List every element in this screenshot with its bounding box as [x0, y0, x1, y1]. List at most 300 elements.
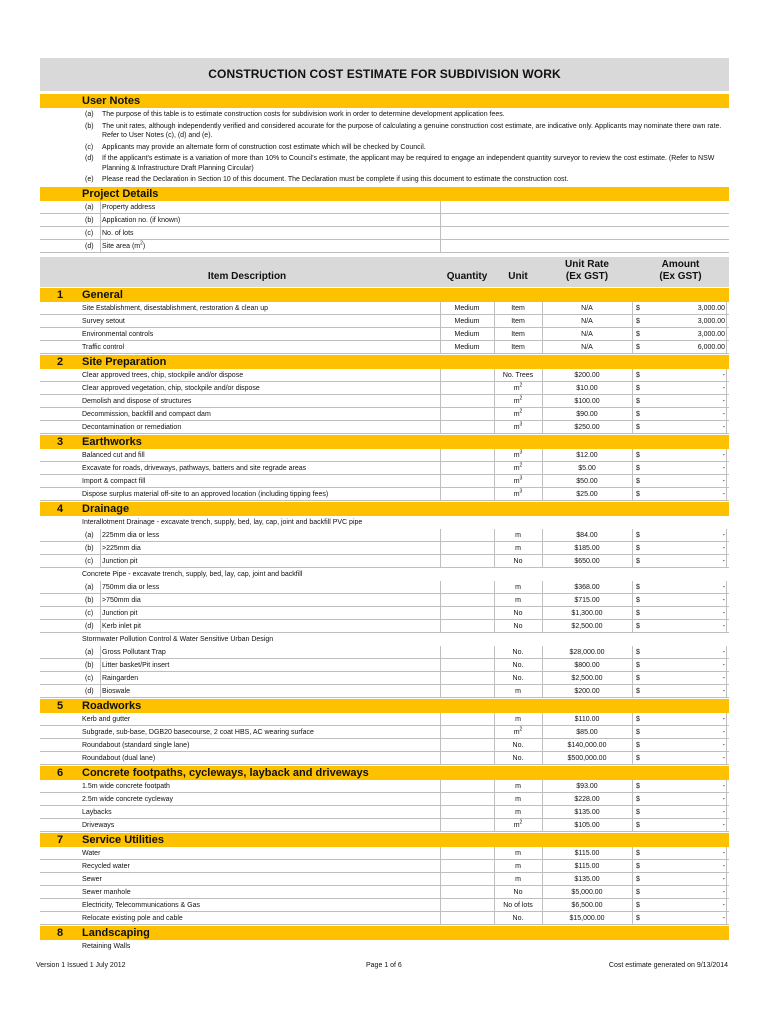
row-amount: -	[722, 782, 725, 790]
superscript: 2	[519, 726, 523, 733]
cell-divider	[632, 886, 633, 898]
row-unit-text: No. Trees	[502, 371, 534, 379]
table-row[interactable]	[40, 421, 729, 434]
cell-divider	[542, 739, 543, 751]
table-row[interactable]	[40, 581, 729, 594]
row-unit-text: m	[515, 808, 521, 816]
cell-divider	[494, 912, 495, 924]
row-amount: -	[722, 754, 725, 762]
row-unit	[494, 713, 542, 726]
table-row[interactable]	[40, 408, 729, 421]
table-row[interactable]	[40, 899, 729, 912]
cell-divider	[100, 672, 101, 684]
row-currency: $	[636, 451, 640, 459]
cell-divider	[726, 449, 727, 461]
cell-divider	[726, 421, 727, 433]
row-currency: $	[636, 622, 640, 630]
row-currency: $	[636, 715, 640, 723]
cell-divider	[632, 685, 633, 697]
row-currency: $	[636, 317, 640, 325]
cell-divider	[440, 475, 441, 487]
cell-divider	[494, 475, 495, 487]
cell-divider	[632, 646, 633, 658]
table-row[interactable]	[40, 607, 729, 620]
row-amount: -	[722, 901, 725, 909]
cell-divider	[542, 488, 543, 500]
row-currency: $	[636, 423, 640, 431]
cell-divider	[440, 302, 441, 314]
project-detail-label-suffix: )	[142, 242, 146, 250]
table-row[interactable]	[40, 475, 729, 488]
cell-divider	[440, 227, 441, 239]
cell-divider	[440, 806, 441, 818]
row-unit-rate: $5.00	[578, 464, 596, 472]
section-number: 8	[56, 926, 64, 939]
cell-divider	[632, 780, 633, 792]
row-quantity[interactable]: Medium	[454, 343, 480, 351]
row-currency: $	[636, 782, 640, 790]
project-detail-row[interactable]	[40, 201, 729, 214]
row-unit-text: m	[515, 875, 521, 883]
cell-divider	[494, 382, 495, 394]
row-amount: -	[722, 397, 725, 405]
table-row[interactable]	[40, 382, 729, 395]
row-unit	[494, 581, 542, 594]
table-row[interactable]	[40, 449, 729, 462]
cell-divider	[632, 713, 633, 725]
row-amount: -	[722, 464, 725, 472]
row-unit	[494, 462, 542, 475]
cell-divider	[542, 475, 543, 487]
cell-divider	[726, 847, 727, 859]
table-row[interactable]	[40, 594, 729, 607]
row-unit-rate: N/A	[581, 317, 593, 325]
row-unit	[494, 672, 542, 685]
table-row[interactable]	[40, 462, 729, 475]
cell-divider	[632, 302, 633, 314]
header-amount: Amount	[661, 258, 700, 270]
cell-divider	[726, 607, 727, 619]
row-unit	[494, 620, 542, 633]
cell-divider	[632, 529, 633, 541]
table-row[interactable]	[40, 341, 729, 354]
row-description: Junction pit	[102, 557, 138, 565]
table-row[interactable]	[40, 620, 729, 633]
row-tag: (b)	[85, 596, 94, 604]
table-row[interactable]	[40, 819, 729, 832]
cell-divider	[100, 555, 101, 567]
cell-divider	[726, 315, 727, 327]
project-detail-label	[102, 227, 482, 240]
cell-divider	[542, 912, 543, 924]
row-description: >750mm dia	[102, 596, 141, 604]
cell-divider	[100, 620, 101, 632]
cell-divider	[632, 912, 633, 924]
cell-divider	[494, 780, 495, 792]
section-label: Drainage	[82, 502, 130, 515]
cell-divider	[632, 328, 633, 340]
cell-divider	[440, 421, 441, 433]
group-title: Concrete Pipe - excavate trench, supply, bed, lay, cap, joint and backfill	[82, 570, 303, 578]
cell-divider	[494, 328, 495, 340]
cell-divider	[542, 752, 543, 764]
row-unit	[494, 899, 542, 912]
cell-divider	[726, 302, 727, 314]
row-currency: $	[636, 661, 640, 669]
cell-divider	[632, 395, 633, 407]
row-unit-rate: $1,300.00	[571, 609, 603, 617]
superscript: 3	[519, 421, 523, 428]
table-row[interactable]	[40, 488, 729, 501]
row-quantity[interactable]: Medium	[454, 317, 480, 325]
cell-divider	[494, 408, 495, 420]
row-unit-rate: $6,500.00	[571, 901, 603, 909]
cell-divider	[494, 726, 495, 738]
cell-divider	[726, 620, 727, 632]
cell-divider	[726, 713, 727, 725]
table-row[interactable]	[40, 685, 729, 698]
cell-divider	[440, 752, 441, 764]
row-unit	[494, 886, 542, 899]
cell-divider	[494, 860, 495, 872]
table-row[interactable]	[40, 739, 729, 752]
row-unit-text: Item	[511, 330, 525, 338]
row-amount: 6,000.00	[697, 343, 725, 351]
cell-divider	[494, 672, 495, 684]
project-detail-label	[102, 240, 482, 253]
row-amount: -	[722, 557, 725, 565]
cell-divider	[440, 201, 441, 213]
row-currency: $	[636, 330, 640, 338]
table-row[interactable]	[40, 646, 729, 659]
row-unit-text: No.	[512, 674, 524, 682]
section-label: Service Utilities	[82, 833, 164, 846]
section-label: Earthworks	[82, 435, 142, 448]
row-description: Litter basket/Pit insert	[102, 661, 170, 669]
row-tag: (c)	[85, 674, 94, 682]
row-unit	[494, 421, 542, 434]
cell-divider	[440, 793, 441, 805]
superscript: 3	[519, 449, 523, 456]
row-currency: $	[636, 914, 640, 922]
row-description: 750mm dia or less	[102, 583, 160, 591]
cell-divider	[632, 315, 633, 327]
cell-divider	[494, 449, 495, 461]
row-unit	[494, 369, 542, 382]
cell-divider	[726, 806, 727, 818]
row-unit	[494, 395, 542, 408]
row-unit-rate: N/A	[581, 343, 593, 351]
cell-divider	[494, 421, 495, 433]
cell-divider	[100, 227, 101, 239]
row-currency: $	[636, 531, 640, 539]
row-description: Dispose surplus material off-site to an approved location (including tipping fees)	[82, 490, 329, 498]
row-description: Environmental controls	[82, 330, 154, 338]
table-row[interactable]	[40, 713, 729, 726]
cell-divider	[440, 408, 441, 420]
superscript: 2	[519, 819, 523, 826]
row-description: Clear approved vegetation, chip, stockpile and/or dispose	[82, 384, 260, 392]
row-amount: -	[722, 728, 725, 736]
cell-divider	[440, 685, 441, 697]
project-detail-tag: (d)	[85, 242, 94, 250]
row-unit-text: Item	[511, 317, 525, 325]
cell-divider	[726, 369, 727, 381]
cell-divider	[542, 408, 543, 420]
row-description: Sewer manhole	[82, 888, 131, 896]
cell-divider	[494, 713, 495, 725]
row-description: Raingarden	[102, 674, 139, 682]
cell-divider	[440, 860, 441, 872]
table-row[interactable]	[40, 752, 729, 765]
row-unit-text: m	[515, 849, 521, 857]
section-number: 6	[56, 766, 64, 779]
row-description: Roundabout (dual lane)	[82, 754, 156, 762]
row-currency: $	[636, 795, 640, 803]
table-row[interactable]	[40, 328, 729, 341]
cell-divider	[440, 462, 441, 474]
row-unit-text: m	[513, 451, 520, 459]
row-unit	[494, 659, 542, 672]
cell-divider	[726, 328, 727, 340]
row-unit-rate: $50.00	[576, 477, 598, 485]
section-number: 7	[56, 833, 64, 846]
section-number: 1	[56, 288, 64, 301]
table-row[interactable]	[40, 806, 729, 819]
row-unit	[494, 542, 542, 555]
cell-divider	[542, 529, 543, 541]
user-note-text: Applicants may provide an alternate form of construction cost estimate which will be checked by Council.	[102, 143, 426, 151]
project-detail-row[interactable]	[40, 214, 729, 227]
table-row[interactable]	[40, 659, 729, 672]
cell-divider	[632, 488, 633, 500]
cell-divider	[494, 315, 495, 327]
table-row[interactable]	[40, 395, 729, 408]
row-unit-rate: $135.00	[574, 808, 600, 816]
cell-divider	[440, 899, 441, 911]
row-description: Clear approved trees, chip, stockpile and/or dispose	[82, 371, 244, 379]
cell-divider	[440, 713, 441, 725]
table-row[interactable]	[40, 912, 729, 925]
row-amount: -	[722, 384, 725, 392]
row-unit	[494, 408, 542, 421]
row-unit-rate: $28,000.00	[569, 648, 605, 656]
row-tag: (b)	[85, 661, 94, 669]
cell-divider	[632, 620, 633, 632]
user-note	[40, 122, 729, 141]
row-amount: -	[722, 423, 725, 431]
row-amount: 3,000.00	[697, 317, 725, 325]
cell-divider	[542, 860, 543, 872]
cell-divider	[440, 341, 441, 353]
row-currency: $	[636, 754, 640, 762]
cell-divider	[440, 581, 441, 593]
cell-divider	[726, 462, 727, 474]
row-amount: -	[722, 531, 725, 539]
row-unit-text: m	[515, 782, 521, 790]
cell-divider	[726, 793, 727, 805]
row-currency: $	[636, 808, 640, 816]
cell-divider	[494, 873, 495, 885]
row-description: Site Establishment, disestablishment, restoration & clean up	[82, 304, 268, 312]
row-unit-text: m	[515, 544, 521, 552]
cell-divider	[726, 408, 727, 420]
row-unit-rate: N/A	[581, 304, 593, 312]
row-unit	[494, 912, 542, 925]
row-unit-rate: $90.00	[576, 410, 598, 418]
table-row[interactable]	[40, 860, 729, 873]
cell-divider	[494, 488, 495, 500]
cell-divider	[100, 607, 101, 619]
row-unit-rate: $715.00	[574, 596, 600, 604]
cell-divider	[494, 369, 495, 381]
project-details-heading: Project Details	[82, 187, 159, 200]
row-unit-text: m	[513, 397, 520, 405]
table-row[interactable]	[40, 369, 729, 382]
row-unit	[494, 529, 542, 542]
row-unit-text: No of lots	[503, 901, 533, 909]
row-description: Sewer	[82, 875, 102, 883]
row-currency: $	[636, 544, 640, 552]
table-row[interactable]	[40, 542, 729, 555]
cell-divider	[440, 369, 441, 381]
cell-divider	[726, 739, 727, 751]
row-description: Decommission, backfill and compact dam	[82, 410, 211, 418]
row-description: Relocate existing pole and cable	[82, 914, 183, 922]
table-row[interactable]	[40, 780, 729, 793]
row-unit-text: m	[515, 687, 521, 695]
cell-divider	[726, 594, 727, 606]
row-unit	[494, 488, 542, 501]
table-row[interactable]	[40, 886, 729, 899]
row-amount: -	[722, 622, 725, 630]
row-unit-text: No	[513, 609, 523, 617]
project-detail-row[interactable]	[40, 227, 729, 240]
row-currency: $	[636, 901, 640, 909]
user-note	[40, 110, 729, 120]
cell-divider	[100, 214, 101, 226]
cell-divider	[542, 302, 543, 314]
cell-divider	[542, 713, 543, 725]
row-description: Junction pit	[102, 609, 138, 617]
cell-divider	[100, 529, 101, 541]
user-note-text: The purpose of this table is to estimate construction costs for subdivision work in order to determine development application fees.	[102, 111, 505, 118]
table-row[interactable]	[40, 302, 729, 315]
cell-divider	[726, 395, 727, 407]
row-description: 225mm dia or less	[102, 531, 160, 539]
table-row[interactable]	[40, 672, 729, 685]
row-unit-rate: $200.00	[574, 371, 600, 379]
section-user-notes	[40, 94, 729, 108]
project-detail-row[interactable]	[40, 240, 729, 253]
row-unit	[494, 594, 542, 607]
cell-divider	[542, 780, 543, 792]
row-unit-text: m	[515, 862, 521, 870]
cell-divider	[542, 421, 543, 433]
cell-divider	[632, 594, 633, 606]
cell-divider	[726, 382, 727, 394]
cell-divider	[542, 620, 543, 632]
row-unit-text: m	[513, 410, 520, 418]
table-row[interactable]	[40, 315, 729, 328]
row-currency: $	[636, 821, 640, 829]
row-description: Balanced cut and fill	[82, 451, 145, 459]
row-quantity[interactable]: Medium	[454, 330, 480, 338]
row-unit-rate: $650.00	[574, 557, 600, 565]
cell-divider	[440, 542, 441, 554]
cell-divider	[440, 780, 441, 792]
table-row[interactable]	[40, 793, 729, 806]
cell-divider	[542, 555, 543, 567]
row-unit-rate: $2,500.00	[571, 622, 603, 630]
row-unit	[494, 685, 542, 698]
row-amount: -	[722, 888, 725, 896]
row-unit	[494, 646, 542, 659]
section-heading	[40, 502, 729, 516]
table-row[interactable]	[40, 726, 729, 739]
row-description: Kerb inlet pit	[102, 622, 141, 630]
cell-divider	[542, 542, 543, 554]
cell-divider	[100, 240, 101, 252]
cell-divider	[440, 395, 441, 407]
row-unit-text: m	[515, 715, 521, 723]
superscript: 2	[519, 408, 523, 415]
row-amount: -	[722, 583, 725, 591]
table-row[interactable]	[40, 529, 729, 542]
section-heading	[40, 355, 729, 369]
cell-divider	[440, 646, 441, 658]
row-amount: -	[722, 741, 725, 749]
user-note-tag: (d)	[85, 155, 94, 162]
row-unit-text: Item	[511, 343, 525, 351]
table-row[interactable]	[40, 873, 729, 886]
table-header	[40, 257, 729, 287]
row-currency: $	[636, 343, 640, 351]
row-quantity[interactable]: Medium	[454, 304, 480, 312]
row-unit	[494, 739, 542, 752]
row-unit-text: m	[513, 384, 520, 392]
row-unit-text: No	[513, 888, 523, 896]
cell-divider	[440, 672, 441, 684]
table-row[interactable]	[40, 847, 729, 860]
row-currency: $	[636, 490, 640, 498]
row-unit-text: m	[515, 583, 521, 591]
footer-generated-date: Cost estimate generated on 9/13/2014	[608, 962, 728, 969]
project-detail-tag: (c)	[85, 229, 94, 237]
table-row[interactable]	[40, 555, 729, 568]
row-unit-rate: $10.00	[576, 384, 598, 392]
cell-divider	[542, 341, 543, 353]
cell-divider	[440, 912, 441, 924]
cell-divider	[494, 395, 495, 407]
cell-divider	[542, 819, 543, 831]
cell-divider	[632, 806, 633, 818]
row-unit	[494, 475, 542, 488]
row-unit-rate: $135.00	[574, 875, 600, 883]
project-detail-label-text: Property address	[102, 203, 156, 211]
cell-divider	[542, 581, 543, 593]
user-note-tag: (c)	[85, 143, 94, 151]
project-details-list	[40, 201, 729, 253]
section-heading	[40, 435, 729, 449]
cell-divider	[440, 328, 441, 340]
cell-divider	[100, 201, 101, 213]
row-amount: -	[722, 849, 725, 857]
cell-divider	[632, 408, 633, 420]
cell-divider	[542, 462, 543, 474]
cell-divider	[632, 860, 633, 872]
cell-divider	[632, 341, 633, 353]
